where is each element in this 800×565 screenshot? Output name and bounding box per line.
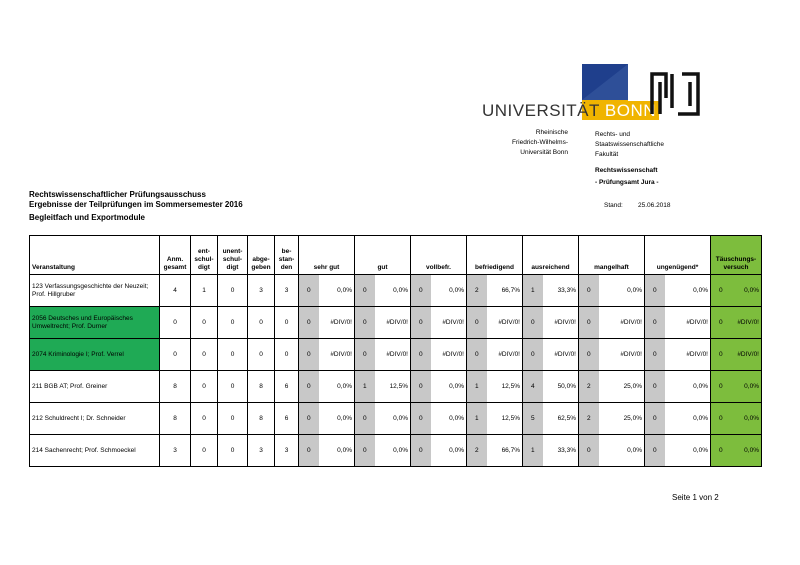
- count-best: 3: [275, 275, 299, 307]
- grade-percent: 12,5%: [487, 371, 523, 403]
- grade-percent: 0,0%: [665, 435, 711, 467]
- grade-percent: 66,7%: [487, 275, 523, 307]
- grade-count: 0: [523, 307, 543, 339]
- grade-count: 0: [355, 403, 375, 435]
- grade-count: 0: [645, 339, 665, 371]
- grade-percent: 33,3%: [543, 275, 579, 307]
- count-best: 6: [275, 371, 299, 403]
- grade-count: 1: [523, 275, 543, 307]
- grade-percent: 33,3%: [543, 435, 579, 467]
- grade-count: 5: [523, 403, 543, 435]
- count-anm: 3: [160, 435, 191, 467]
- grade-percent: 50,0%: [543, 371, 579, 403]
- grade-count: 0: [711, 435, 731, 467]
- count-unent: 0: [218, 371, 248, 403]
- col-ungenuegend: ungenügend*: [645, 236, 711, 275]
- col-gut: gut: [355, 236, 411, 275]
- grade-count: 0: [579, 435, 599, 467]
- table-row: [30, 403, 762, 435]
- table-row: [30, 435, 762, 467]
- grade-count: 0: [355, 435, 375, 467]
- count-abge: 8: [248, 371, 275, 403]
- grade-percent: 0,0%: [599, 435, 645, 467]
- grade-percent: #DIV/0!: [599, 339, 645, 371]
- grade-count: 0: [579, 339, 599, 371]
- count-ent: 1: [191, 275, 218, 307]
- grade-count: 2: [579, 403, 599, 435]
- grade-count: 0: [645, 403, 665, 435]
- grade-count: 0: [299, 435, 319, 467]
- col-veranstaltung: Veranstaltung: [30, 236, 160, 275]
- count-unent: 0: [218, 339, 248, 371]
- col-unent: unent- schul- digt: [218, 236, 248, 275]
- grade-percent: #DIV/0!: [543, 339, 579, 371]
- grade-percent: 0,0%: [431, 371, 467, 403]
- grade-percent: #DIV/0!: [431, 339, 467, 371]
- count-unent: 0: [218, 307, 248, 339]
- grade-percent: 0,0%: [665, 403, 711, 435]
- count-abge: 8: [248, 403, 275, 435]
- grade-count: 0: [711, 403, 731, 435]
- grade-percent: 25,0%: [599, 371, 645, 403]
- faculty-line: Staatswissenschaftliche: [595, 141, 665, 148]
- logo-bonn-text: BONN: [602, 101, 659, 120]
- page-footer: Seite 1 von 2: [672, 493, 719, 502]
- grade-count: 0: [411, 371, 431, 403]
- grade-percent: #DIV/0!: [665, 307, 711, 339]
- grade-percent: #DIV/0!: [487, 307, 523, 339]
- logo-univ-text: UNIVERSITÄT: [482, 101, 600, 120]
- grade-count: 2: [579, 371, 599, 403]
- grade-percent: #DIV/0!: [599, 307, 645, 339]
- office-subname: - Prüfungsamt Jura -: [595, 179, 659, 186]
- grade-count: 0: [299, 371, 319, 403]
- grade-percent: #DIV/0!: [375, 307, 411, 339]
- grade-count: 0: [299, 403, 319, 435]
- col-anm: Anm. gesamt: [160, 236, 191, 275]
- grade-percent: 0,0%: [319, 275, 355, 307]
- stand-label: Stand:: [604, 202, 623, 209]
- grade-percent: 0,0%: [665, 371, 711, 403]
- col-mangelhaft: mangelhaft: [579, 236, 645, 275]
- course-name: 2056 Deutsches und Europäisches Umweltrecht; Prof. Durner: [30, 307, 160, 339]
- grade-percent: 0,0%: [375, 275, 411, 307]
- grade-count: 2: [467, 435, 487, 467]
- table-row: [30, 371, 762, 403]
- count-abge: 0: [248, 307, 275, 339]
- grade-count: 0: [523, 339, 543, 371]
- grade-count: 1: [467, 403, 487, 435]
- grade-percent: #DIV/0!: [731, 339, 762, 371]
- grade-count: 0: [645, 307, 665, 339]
- grade-count: 0: [355, 339, 375, 371]
- university-address: [478, 128, 568, 158]
- report-title: [29, 190, 243, 223]
- faculty-line: Fakultät: [595, 151, 619, 158]
- col-ent: ent- schul- digt: [191, 236, 218, 275]
- grade-percent: 62,5%: [543, 403, 579, 435]
- grade-count: 0: [645, 275, 665, 307]
- col-ausreichend: ausreichend: [523, 236, 579, 275]
- logo-blue-block: [582, 64, 628, 100]
- count-anm: 0: [160, 307, 191, 339]
- grade-percent: 0,0%: [375, 435, 411, 467]
- count-anm: 8: [160, 371, 191, 403]
- grade-count: 2: [467, 275, 487, 307]
- grade-percent: #DIV/0!: [431, 307, 467, 339]
- course-name: 2074 Kriminologie I; Prof. Verrel: [30, 339, 160, 371]
- grade-percent: #DIV/0!: [731, 307, 762, 339]
- grade-count: 0: [711, 275, 731, 307]
- grade-count: 0: [299, 275, 319, 307]
- count-unent: 0: [218, 435, 248, 467]
- table-row: [30, 339, 762, 371]
- course-name: 214 Sachenrecht; Prof. Schmoeckel: [30, 435, 160, 467]
- grade-percent: 0,0%: [375, 403, 411, 435]
- count-abge: 3: [248, 435, 275, 467]
- university-logo: [482, 64, 744, 124]
- address-line: Universität Bonn: [520, 149, 568, 156]
- count-best: 6: [275, 403, 299, 435]
- grade-percent: 0,0%: [731, 435, 762, 467]
- count-unent: 0: [218, 403, 248, 435]
- address-line: Rheinische: [535, 129, 568, 136]
- grade-percent: 0,0%: [731, 371, 762, 403]
- grade-count: 0: [411, 307, 431, 339]
- faculty-emblem-icon: [648, 68, 704, 116]
- grade-percent: 0,0%: [319, 403, 355, 435]
- grade-percent: #DIV/0!: [319, 307, 355, 339]
- grade-count: 0: [299, 307, 319, 339]
- grade-percent: 66,7%: [487, 435, 523, 467]
- col-befriedigend: befriedigend: [467, 236, 523, 275]
- grade-percent: 0,0%: [431, 275, 467, 307]
- course-name: 212 Schuldrecht I; Dr. Schneider: [30, 403, 160, 435]
- count-anm: 8: [160, 403, 191, 435]
- col-taeuschung: Täuschungs- versuch: [711, 236, 762, 275]
- count-ent: 0: [191, 371, 218, 403]
- grade-percent: 0,0%: [431, 403, 467, 435]
- grade-percent: #DIV/0!: [543, 307, 579, 339]
- grade-count: 0: [355, 275, 375, 307]
- grade-percent: 0,0%: [731, 275, 762, 307]
- grade-count: 0: [579, 307, 599, 339]
- title-line-1: Rechtswissenschaftlicher Prüfungsausschuss: [29, 190, 206, 199]
- grade-count: 0: [299, 339, 319, 371]
- grade-count: 1: [523, 435, 543, 467]
- grade-count: 0: [411, 403, 431, 435]
- grade-count: 0: [355, 307, 375, 339]
- faculty-line: Rechts- und: [595, 131, 631, 138]
- grade-percent: #DIV/0!: [487, 339, 523, 371]
- course-name: 211 BGB AT; Prof. Greiner: [30, 371, 160, 403]
- office-name: Rechtswissenschaft: [595, 167, 658, 174]
- count-abge: 0: [248, 339, 275, 371]
- count-best: 0: [275, 339, 299, 371]
- grade-count: 0: [711, 371, 731, 403]
- grade-percent: 25,0%: [599, 403, 645, 435]
- count-abge: 3: [248, 275, 275, 307]
- grade-percent: 0,0%: [431, 435, 467, 467]
- address-line: Friedrich-Wilhelms-: [512, 139, 568, 146]
- header-row: [30, 236, 762, 275]
- grade-count: 0: [411, 275, 431, 307]
- grade-percent: 0,0%: [731, 403, 762, 435]
- course-name: 123 Verfassungsgeschichte der Neuzeit; Prof. Hillgruber: [30, 275, 160, 307]
- grade-count: 0: [711, 339, 731, 371]
- count-anm: 4: [160, 275, 191, 307]
- grade-percent: 0,0%: [599, 275, 645, 307]
- count-ent: 0: [191, 307, 218, 339]
- grade-count: 0: [711, 307, 731, 339]
- faculty-address: [595, 130, 715, 188]
- count-anm: 0: [160, 339, 191, 371]
- grade-count: 0: [467, 339, 487, 371]
- grade-count: 0: [579, 275, 599, 307]
- grade-count: 0: [411, 339, 431, 371]
- grade-percent: #DIV/0!: [665, 339, 711, 371]
- logo-wordmark: [482, 101, 659, 121]
- grade-count: 1: [355, 371, 375, 403]
- title-line-2: Ergebnisse der Teilprüfungen im Sommersemester 2016: [29, 200, 243, 209]
- grade-percent: 12,5%: [375, 371, 411, 403]
- table-row: [30, 307, 762, 339]
- count-best: 0: [275, 307, 299, 339]
- grade-count: 0: [645, 371, 665, 403]
- grade-percent: 0,0%: [319, 435, 355, 467]
- grade-percent: 0,0%: [319, 371, 355, 403]
- count-ent: 0: [191, 435, 218, 467]
- grade-percent: 0,0%: [665, 275, 711, 307]
- grade-percent: #DIV/0!: [375, 339, 411, 371]
- grade-count: 1: [467, 371, 487, 403]
- count-ent: 0: [191, 339, 218, 371]
- grade-count: 0: [645, 435, 665, 467]
- grade-count: 0: [467, 307, 487, 339]
- grade-count: 0: [411, 435, 431, 467]
- count-unent: 0: [218, 275, 248, 307]
- grade-count: 4: [523, 371, 543, 403]
- col-sehrgut: sehr gut: [299, 236, 355, 275]
- title-line-3: Begleitfach und Exportmodule: [29, 213, 146, 222]
- results-table: [29, 235, 762, 467]
- grade-percent: #DIV/0!: [319, 339, 355, 371]
- grade-percent: 12,5%: [487, 403, 523, 435]
- count-best: 3: [275, 435, 299, 467]
- table-row: [30, 275, 762, 307]
- col-vollbefr: vollbefr.: [411, 236, 467, 275]
- count-ent: 0: [191, 403, 218, 435]
- col-abge: abge- geben: [248, 236, 275, 275]
- col-best: be- stan- den: [275, 236, 299, 275]
- stand-date: 25.06.2018: [638, 202, 671, 209]
